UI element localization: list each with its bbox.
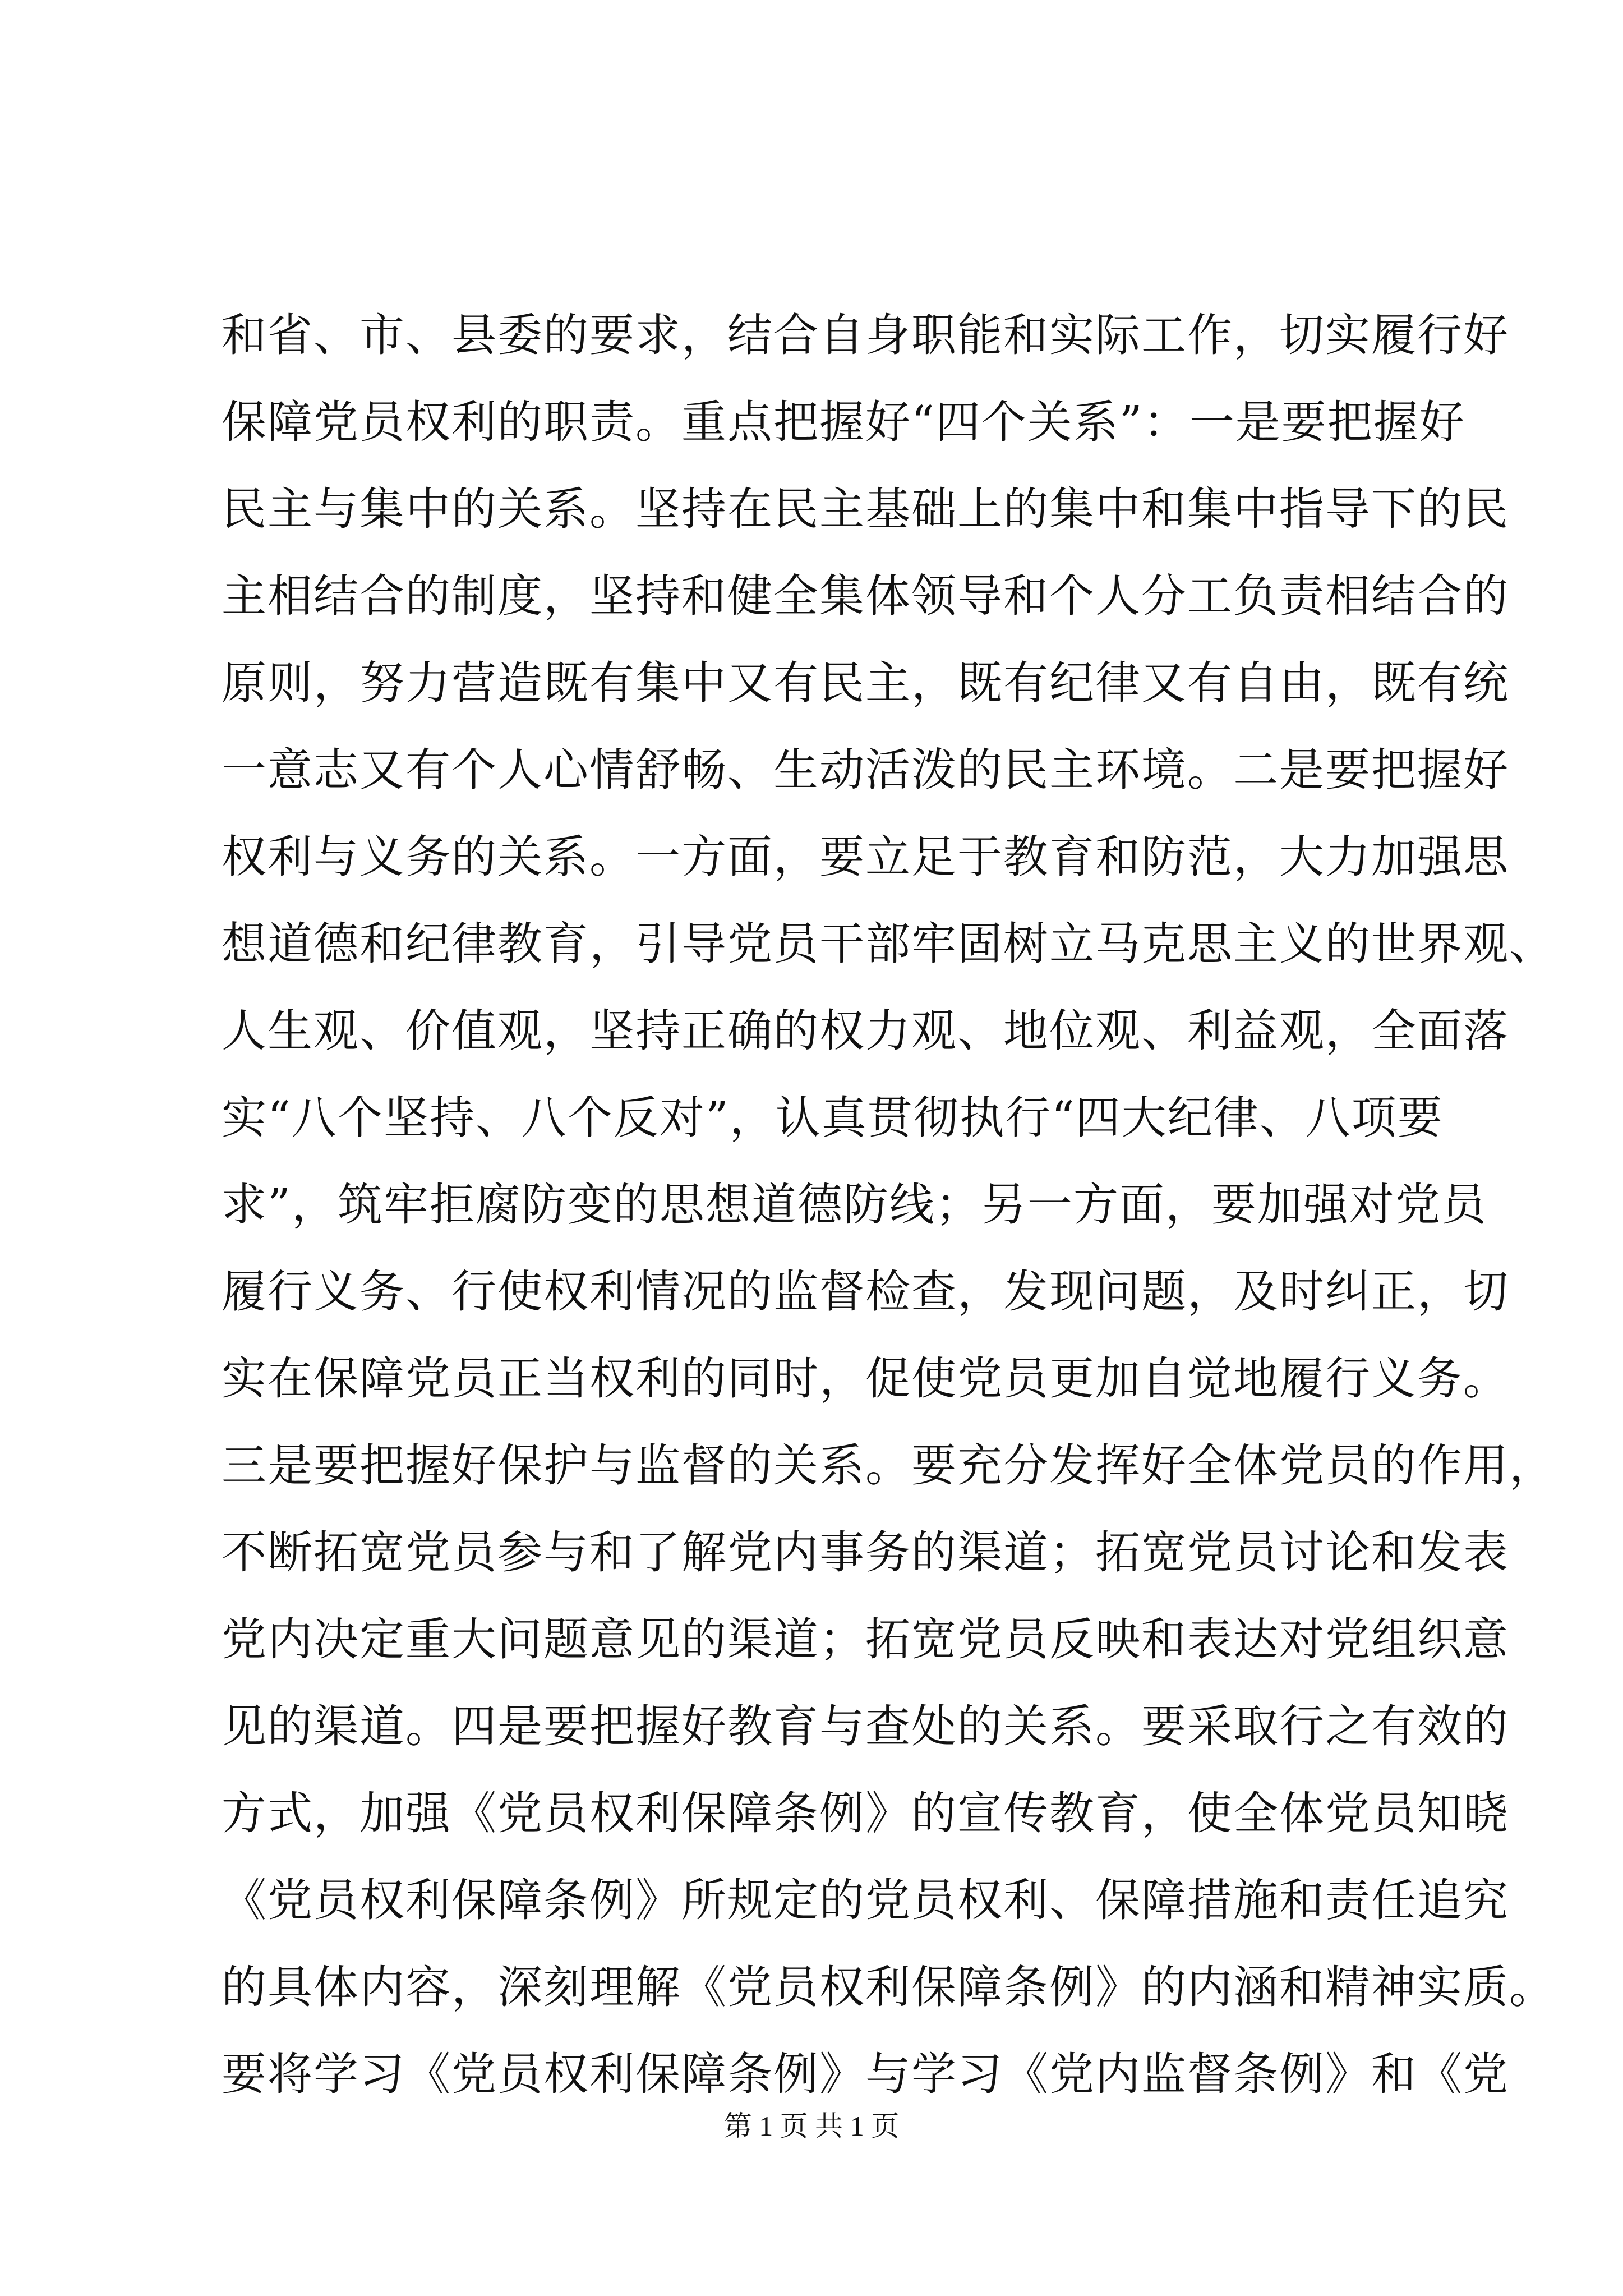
text-line: 不断拓宽党员参与和了解党内事务的渠道；拓宽党员讨论和发表 [222,1526,1509,1579]
page-number: 第 1 页 共 1 页 [723,2110,900,2142]
text-line: 实在保障党员正当权利的同时，促使党员更加自觉地履行义务。 [222,1352,1509,1405]
text-line: 党内决定重大问题意见的渠道；拓宽党员反映和表达对党组织意 [222,1613,1509,1665]
text-line: 原则，努力营造既有集中又有民主，既有纪律又有自由，既有统 [222,657,1509,709]
text-line: 和省、市、县委的要求，结合自身职能和实际工作，切实履行好 [222,309,1509,361]
text-line: 实“八个坚持、八个反对”，认真贯彻执行“四大纪律、八项要 [222,1092,1444,1144]
text-line: 人生观、价值观，坚持正确的权力观、地位观、利益观，全面落 [222,1005,1509,1057]
text-line: 方式，加强《党员权利保障条例》的宣传教育，使全体党员知晓 [222,1787,1509,1839]
text-line: 想道德和纪律教育，引导党员干部牢固树立马克思主义的世界观、 [222,918,1555,970]
text-line: 的具体内容，深刻理解《党员权利保障条例》的内涵和精神实质。 [222,1961,1555,2013]
page-footer [0,2106,1623,2146]
text-line: 履行义务、行使权利情况的监督检查，发现问题，及时纠正，切 [222,1266,1509,1318]
text-line: 民主与集中的关系。坚持在民主基础上的集中和集中指导下的民 [222,483,1509,535]
text-line: 求”，筑牢拒腐防变的思想道德防线；另一方面，要加强对党员 [222,1179,1487,1231]
text-line: 权利与义务的关系。一方面，要立足于教育和防范，大力加强思 [222,831,1509,883]
text-line: 要将学习《党员权利保障条例》与学习《党内监督条例》和《党 [222,2048,1509,2100]
text-line: 主相结合的制度，坚持和健全集体领导和个人分工负责相结合的 [222,570,1509,622]
text-line: 一意志又有个人心情舒畅、生动活泼的民主环境。二是要把握好 [222,744,1509,796]
text-line: 三是要把握好保护与监督的关系。要充分发挥好全体党员的作用， [222,1439,1555,1492]
body-text [222,292,1555,2118]
text-line: 《党员权利保障条例》所规定的党员权利、保障措施和责任追究 [222,1874,1509,1926]
text-line: 保障党员权利的职责。重点把握好“四个关系”：一是要把握好 [222,396,1465,448]
text-line: 见的渠道。四是要把握好教育与查处的关系。要采取行之有效的 [222,1700,1509,1752]
